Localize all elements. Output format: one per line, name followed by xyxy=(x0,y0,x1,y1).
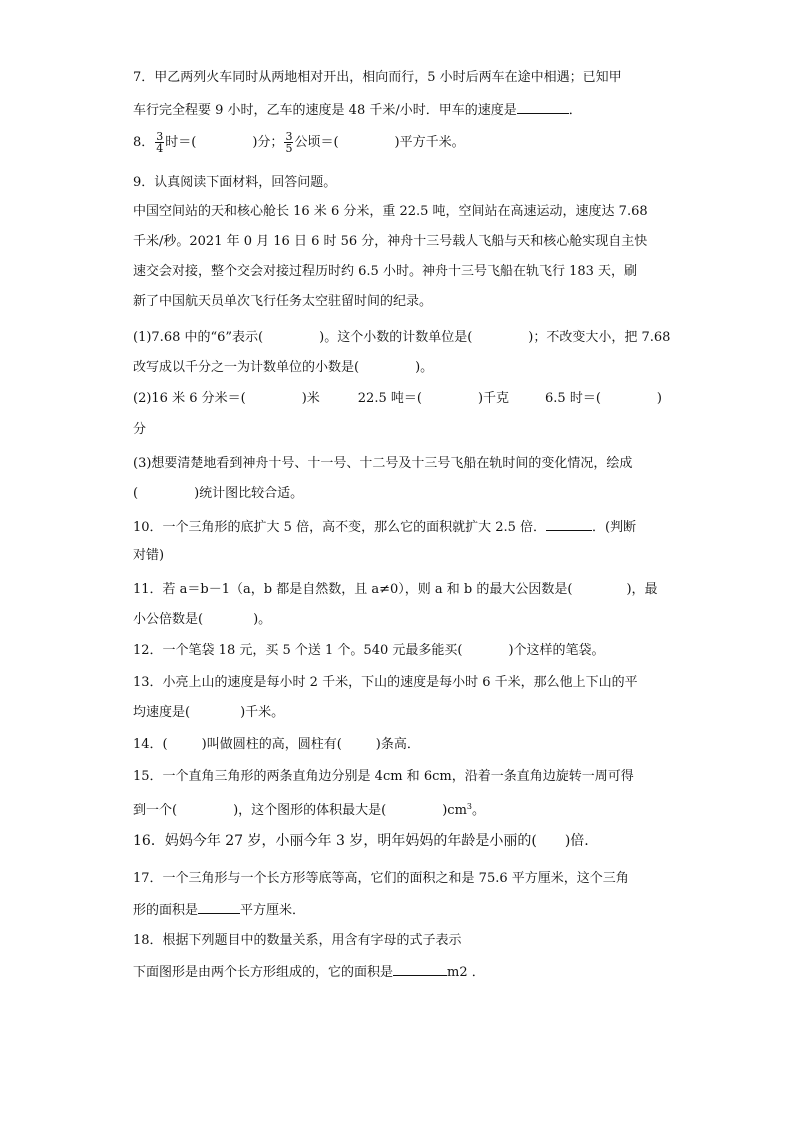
q8-frac1-denominator: 4 xyxy=(156,142,164,155)
q11-text-b: )，最 xyxy=(626,582,658,597)
q8-frac2-denominator: 5 xyxy=(285,142,293,155)
q13-text-c: )千米。 xyxy=(240,705,285,720)
q9-sub1-text-e: )。 xyxy=(415,360,434,375)
q18-line-1: 18．根据下列题目中的数量关系，用含有字母的式子表示 xyxy=(133,933,462,948)
q15-text-e: 。 xyxy=(472,803,486,818)
q9-material-line-2: 千米/秒。2021 年 0 月 16 日 6 时 56 分，神舟十三号载人飞船与天和核心舱实现自主快 xyxy=(133,234,648,249)
q9-sub1-text-b: )。这个小数的计数单位是( xyxy=(319,330,473,345)
q11-text-c: 小公倍数是( xyxy=(133,612,204,627)
q18-text-c: m2 ． xyxy=(447,965,485,980)
q16-text-a: 16．妈妈今年 27 岁，小丽今年 3 岁，明年妈妈的年龄是小丽的( xyxy=(133,833,537,849)
q8-fraction-1 xyxy=(155,131,164,154)
q10-line-1 xyxy=(133,518,636,536)
q10-answer-blank[interactable] xyxy=(546,518,592,531)
q13-line-1: 13．小亮上山的速度是每小时 2 千米，下山的速度是每小时 6 千米，那么他上下山的平 xyxy=(133,675,638,690)
q15-text-d: )cm xyxy=(442,803,467,818)
q15-text-b: 到一个( xyxy=(133,803,178,818)
q10-text-b: ．(判断 xyxy=(592,520,637,535)
q8-part2: )分； xyxy=(252,135,284,150)
q14-text-a: 14．( xyxy=(133,737,168,752)
q9-sub1-text-c: )；不改变大小，把 7.68 xyxy=(528,330,671,345)
q8-frac1-numerator: 3 xyxy=(156,130,164,143)
q9-sub1-text-d: 改写成以千分之一为计数单位的小数是( xyxy=(133,360,360,375)
q8-part1: 时＝( xyxy=(165,135,197,150)
q7-line-2 xyxy=(133,101,582,119)
q12-text-a: 12．一个笔袋 18 元，买 5 个送 1 个。540 元最多能买( xyxy=(133,643,463,658)
q10-text-a: 10．一个三角形的底扩大 5 倍，高不变，那么它的面积就扩大 2.5 倍． xyxy=(133,520,547,535)
q9-material-line-1: 中国空间站的天和核心舱长 16 米 6 分米，重 22.5 吨，空间站在高速运动，速度达 7.68 xyxy=(133,204,648,219)
q18-text-b: 下面图形是由两个长方形组成的，它的面积是 xyxy=(133,965,394,980)
q9-sub2-text-c: 22.5 吨＝( xyxy=(357,391,422,406)
q14-text-c: )条高． xyxy=(375,737,420,752)
q9-sub2-line-2: 分 xyxy=(133,422,147,437)
q8-number: 8． xyxy=(133,135,155,150)
q18-answer-blank[interactable] xyxy=(393,963,447,976)
q13-text-b: 均速度是( xyxy=(133,705,191,720)
q15-superscript: 3 xyxy=(466,802,473,811)
q8-frac2-numerator: 3 xyxy=(285,130,293,143)
q13-line-2 xyxy=(133,705,284,721)
q17-line-1: 17．一个三角形与一个长方形等底等高，它们的面积之和是 75.6 平方厘米，这个三角 xyxy=(133,871,629,886)
q9-sub3-text-b: ( xyxy=(133,486,139,501)
q9-sub2-text-d: )千克 xyxy=(477,391,510,406)
q10-line-2: 对错) xyxy=(133,548,165,563)
q9-sub1-line-2 xyxy=(133,360,433,376)
q7-line-1: 7．甲乙两列火车同时从两地相对开出，相向而行，5 小时后两车在途中相遇；已知甲 xyxy=(133,70,622,85)
q14-line xyxy=(133,737,420,753)
q16-line xyxy=(133,833,589,849)
q9-material-line-4: 新了中国航天员单次飞行任务太空驻留时间的纪录。 xyxy=(133,294,433,309)
q18-line-2 xyxy=(133,963,485,981)
q9-sub1-line-1 xyxy=(133,330,670,346)
q9-sub2-text-f: ) xyxy=(656,391,662,406)
q9-sub3-line-2 xyxy=(133,486,303,502)
q9-sub2-text-b: )米 xyxy=(301,391,320,406)
q17-text-b: 形的面积是 xyxy=(133,903,199,918)
q9-sub1-text-a: (1)7.68 中的“6”表示( xyxy=(133,330,264,345)
q15-text-c: )，这个图形的体积最大是( xyxy=(233,803,387,818)
q9-sub2-text-a: (2)16 米 6 分米＝( xyxy=(133,391,246,406)
q12-line xyxy=(133,643,605,659)
q9-sub2-line-1 xyxy=(133,391,662,407)
q7-end: ． xyxy=(568,103,582,118)
q8-part4: )平方千米。 xyxy=(394,135,465,150)
q8-part3: 公顷＝( xyxy=(294,135,339,150)
q9-material-line-3: 速交会对接，整个交会对接过程历时约 6.5 小时。神舟十三号飞船在轨飞行 183 天，刷 xyxy=(133,264,638,279)
q9-sub3-text-c: )统计图比较合适。 xyxy=(194,486,304,501)
q11-text-d: )。 xyxy=(253,612,272,627)
q9-sub2-text-e: 6.5 时＝( xyxy=(545,391,601,406)
q8-fraction-2 xyxy=(284,131,293,154)
q15-line-2 xyxy=(133,799,485,819)
q11-text-a: 11．若 a＝b－1（a，b 都是自然数，且 a≠0），则 a 和 b 的最大公因数是( xyxy=(133,582,573,597)
q17-text-c: 平方厘米． xyxy=(240,903,306,918)
q17-line-2 xyxy=(133,901,305,919)
q12-text-b: )个这样的笔袋。 xyxy=(508,643,605,658)
q11-line-1 xyxy=(133,582,658,598)
q16-text-b: )倍. xyxy=(564,833,589,849)
q9-sub3-line-1: (3)想要清楚地看到神舟十号、十一号、十二号及十三号飞船在轨时间的变化情况，绘成 xyxy=(133,456,633,471)
q14-text-b: )叫做圆柱的高，圆柱有( xyxy=(201,737,342,752)
q8-line xyxy=(133,131,465,154)
q15-line-1: 15．一个直角三角形的两条直角边分别是 4cm 和 6cm，沿着一条直角边旋转一周可得 xyxy=(133,769,634,784)
q11-line-2 xyxy=(133,612,271,628)
q17-answer-blank[interactable] xyxy=(198,901,240,914)
q7-answer-blank[interactable] xyxy=(517,101,569,114)
q9-title: 9．认真阅读下面材料，回答问题。 xyxy=(133,175,337,190)
q7-text: 车行完全程要 9 小时，乙车的速度是 48 千米/小时．甲车的速度是 xyxy=(133,103,517,118)
